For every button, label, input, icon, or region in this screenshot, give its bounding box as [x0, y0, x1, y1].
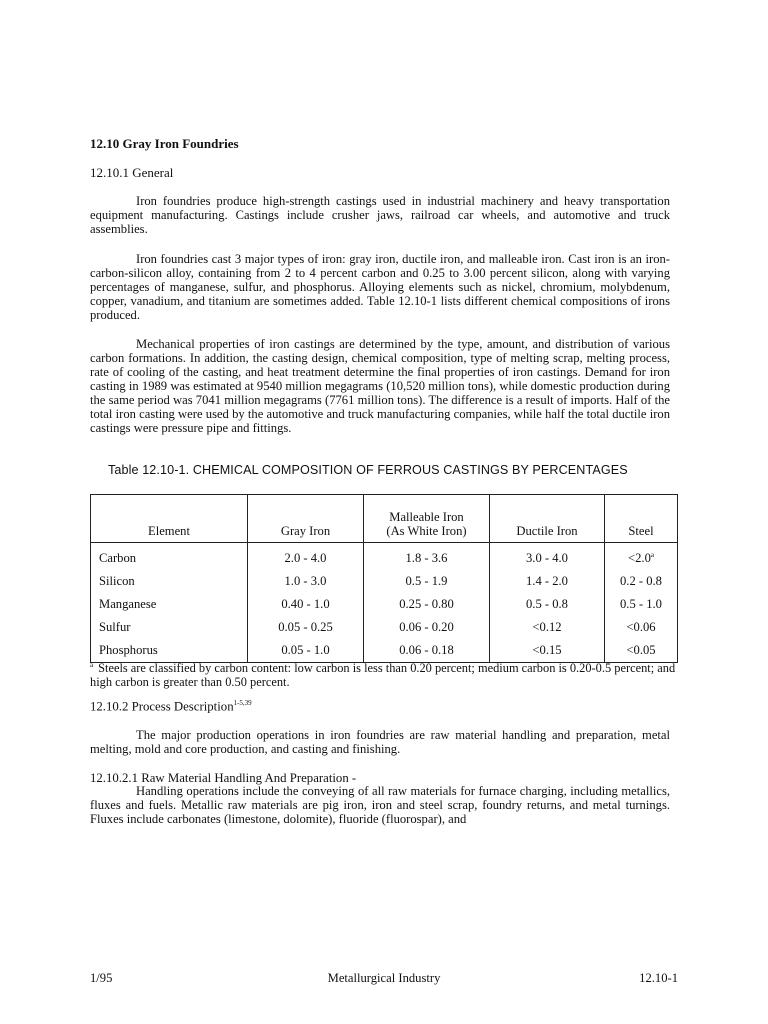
cell-gray: 0.05 - 0.25	[248, 616, 364, 639]
section-title: 12.10 Gray Iron Foundries	[90, 136, 239, 151]
header-malleable-iron	[364, 495, 490, 543]
table-row	[91, 570, 678, 593]
paragraph-iron-types: Iron foundries cast 3 major types of iron: gray iron, ductile iron, and malleable iron. Cast iron is an iron-carbon-silicon alloy, containing from 2 to 4 percent carbon and 0.25 to 3.00 percent silicon, along with varying percentages of manganese, sulfur, and phosphorus. Alloying elements such as nickel, chromium, molybdenum, copper, vanadium, and titanium are sometimes added. Table 12.10-1 lists different chemical compositions of irons produced.	[90, 252, 670, 322]
header-malleable-line2: (As White Iron)	[386, 524, 467, 538]
cell-malleable: 0.25 - 0.80	[364, 593, 490, 616]
table-caption: Table 12.10-1. CHEMICAL COMPOSITION OF FERROUS CASTINGS BY PERCENTAGES	[108, 463, 628, 477]
cell-steel: <0.06	[605, 616, 678, 639]
cell-steel: 0.2 - 0.8	[605, 570, 678, 593]
header-malleable-line1: Malleable Iron	[389, 510, 464, 524]
cell-gray: 0.40 - 1.0	[248, 593, 364, 616]
cell-element: Phosphorus	[91, 639, 248, 663]
cell-ductile: 3.0 - 4.0	[490, 543, 605, 571]
table-header-row	[91, 495, 678, 543]
paragraph-handling-operations: Handling operations include the conveying of all raw materials for furnace charging, including metallics, fluxes and fuels. Metallic raw materials are pig iron, iron and steel scrap, foundry returns, and metal turnings. Fluxes include carbonates (limestone, dolomite), fluoride (fluorospar), and	[90, 784, 670, 826]
footer-section-name: Metallurgical Industry	[327, 971, 441, 985]
footer-date: 1/95	[90, 971, 113, 985]
header-gray-iron: Gray Iron	[248, 495, 364, 543]
cell-steel: <0.05	[605, 639, 678, 663]
cell-steel	[605, 543, 678, 571]
composition-table	[90, 494, 678, 663]
cell-malleable: 1.8 - 3.6	[364, 543, 490, 571]
cell-steel-value: <2.0	[628, 551, 651, 566]
process-title-text: 12.10.2 Process Description	[90, 699, 234, 714]
header-steel: Steel	[605, 495, 678, 543]
cell-malleable: 0.06 - 0.20	[364, 616, 490, 639]
cell-ductile: 0.5 - 0.8	[490, 593, 605, 616]
footnote-marker: a	[650, 550, 654, 559]
table-footnote	[90, 658, 680, 689]
process-description-title	[90, 699, 252, 714]
cell-malleable: 0.06 - 0.18	[364, 639, 490, 663]
table-row	[91, 593, 678, 616]
footnote-mark: a	[90, 661, 94, 669]
footer-page-number: 12.10-1	[639, 971, 678, 985]
process-title-refs: 1-5,39	[233, 699, 252, 707]
subsection-title: 12.10.1 General	[90, 165, 174, 180]
cell-element: Silicon	[91, 570, 248, 593]
header-ductile-iron: Ductile Iron	[490, 495, 605, 543]
cell-malleable: 0.5 - 1.9	[364, 570, 490, 593]
cell-gray: 2.0 - 4.0	[248, 543, 364, 571]
cell-element: Manganese	[91, 593, 248, 616]
paragraph-mechanical-properties: Mechanical properties of iron castings are determined by the type, amount, and distribution of various carbon formations. In addition, the casting design, chemical composition, type of melting scrap, melting process, rate of cooling of the casting, and heat treatment determine the final properties of iron castings. Demand for iron casting in 1989 was estimated at 9540 million megagrams (10,520 million tons), while domestic production during the same period was 7041 million megagrams (7761 million tons). The difference is a result of imports. Half of the total iron casting were used by the automotive and truck manufacturing companies, while half the total ductile iron castings were pressure pipe and fittings.	[90, 337, 670, 435]
cell-element: Sulfur	[91, 616, 248, 639]
table-row	[91, 543, 678, 571]
cell-ductile: 1.4 - 2.0	[490, 570, 605, 593]
table-row	[91, 616, 678, 639]
cell-ductile: <0.12	[490, 616, 605, 639]
raw-material-subtitle: 12.10.2.1 Raw Material Handling And Preparation -	[90, 771, 357, 785]
header-element: Element	[91, 495, 248, 543]
footnote-text: Steels are classified by carbon content: low carbon is less than 0.20 percent; medium carbon is 0.20-0.5 percent; and high carbon is greater than 0.50 percent.	[90, 661, 676, 690]
cell-gray: 1.0 - 3.0	[248, 570, 364, 593]
cell-steel: 0.5 - 1.0	[605, 593, 678, 616]
cell-element: Carbon	[91, 543, 248, 571]
cell-gray: 0.05 - 1.0	[248, 639, 364, 663]
paragraph-production-operations: The major production operations in iron foundries are raw material handling and preparation, metal melting, mold and core production, and casting and finishing.	[90, 728, 670, 756]
paragraph-intro: Iron foundries produce high-strength castings used in industrial machinery and heavy transportation equipment manufacturing. Castings include crusher jaws, railroad car wheels, and automotive and truck assemblies.	[90, 194, 670, 236]
cell-ductile: <0.15	[490, 639, 605, 663]
